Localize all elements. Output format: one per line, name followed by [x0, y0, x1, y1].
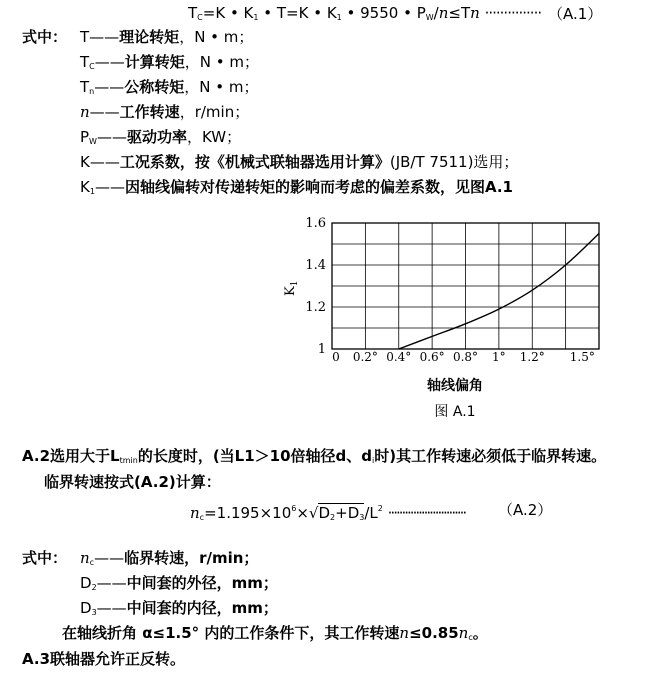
radicand: $D_2+D_3$: [318, 504, 365, 522]
x-tick-label: 0.6°: [419, 350, 445, 364]
def-K: K——工况系数，按《机械式联轴器选用计算》(JB/T 7511)选用；: [80, 153, 519, 171]
def-Tc: $T_C——$计算转矩，N • m；: [80, 53, 259, 71]
x-tick-label: 1.2°: [519, 350, 545, 364]
figure-caption: 图 A.1: [434, 404, 476, 420]
x-tick-labels: [332, 350, 595, 364]
def-K1: $K_1——$因轴线偏转对传递转矩的影响而考虑的偏差系数，见图A.1: [80, 178, 513, 196]
x-tick-label: 0.8°: [452, 350, 479, 364]
x-axis-label: 轴线偏角: [427, 378, 483, 394]
def-nc: $n_c——$临界转速，r/min；: [80, 549, 259, 567]
formula-a1: $T_C=K$ • $K_1$ • T=K • $K_1$ • 9550 • $P_W/n\le Tn$ ···············: [188, 4, 542, 22]
y-tick-label: 1.2: [305, 300, 326, 315]
y-axis-label-text: [283, 281, 300, 296]
formula-a2-ref: （A.2）: [498, 501, 553, 519]
def-T: T——理论转矩，N • m；: [80, 28, 254, 46]
x-tick-label: 1°: [492, 350, 506, 364]
radical-sign: √: [308, 504, 319, 522]
x-tick-label: 1.5°: [569, 350, 595, 364]
y-tick-label: 1.6: [305, 216, 326, 231]
x-tick-label: 0: [332, 350, 340, 364]
def-D3: $D_3——$中间套的内径，mm；: [80, 599, 278, 617]
formula-a1-ref: （A.1）: [548, 5, 603, 23]
x-tick-label: 0.4°: [386, 350, 412, 364]
def-Pw: $P_W——$驱动功率，KW；: [80, 128, 242, 146]
where-label-2: 式中：: [22, 549, 68, 567]
y-axis-label-main: K: [283, 286, 298, 296]
where-label-1: 式中：: [22, 28, 68, 46]
chart-grid: [332, 223, 599, 349]
formula-a2: $n_c=1.195\times 10^6\times√D_2+D_3/L^2$ ····························: [190, 504, 466, 522]
y-tick-label: 1: [317, 342, 326, 357]
a3-paragraph: A.3联轴器允许正反转。: [22, 650, 186, 668]
x-tick-label: 0.2°: [352, 350, 378, 364]
a2-paragraph-1: A.2选用大于$L_{tmin}$的长度时，(当L1＞10倍轴径d、$d_i$时)其工作转速必须低于临界转速。: [22, 447, 607, 465]
def-Tn: $T_n——$公称转矩，N • m；: [80, 78, 259, 96]
working-condition: 在轴线折角 α≤1.5° 内的工作条件下，其工作转速$n\le 0.85n_c$。: [62, 624, 488, 642]
y-tick-labels: [305, 216, 326, 357]
k1-deviation-chart: [270, 208, 615, 423]
y-axis-label-sub: 1: [290, 280, 300, 287]
a2-paragraph-2: 临界转速按式(A.2)计算：: [44, 473, 221, 491]
def-D2: $D_2——$中间套的外径，mm；: [80, 574, 278, 592]
y-tick-label: 1.4: [305, 258, 326, 273]
def-n: n——工作转速，r/min；: [80, 103, 250, 121]
y-axis-label: [283, 281, 300, 296]
